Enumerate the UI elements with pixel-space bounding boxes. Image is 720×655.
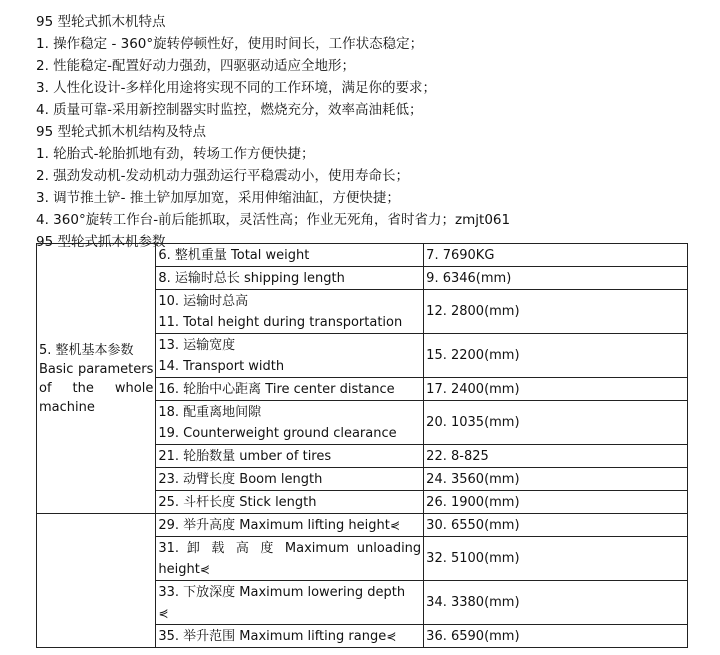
group-cell-basic (37, 244, 156, 514)
param-label: 8. 运输时总长 shipping length (156, 267, 424, 290)
feature-line-2: 2. 性能稳定-配置好动力强劲，四驱驱动适应全地形； (36, 58, 356, 74)
angle-mark-icon: ⋞ (199, 561, 210, 576)
param-value: 36. 6590(mm) (424, 625, 688, 648)
param-label: 25. 斗杆长度 Stick length (156, 491, 424, 514)
param-value: 20. 1035(mm) (424, 401, 688, 445)
structure-line-4: 4. 360°旋转工作台-前后能抓取，灵活性高；作业无死角，省时省力；zmjt061 (36, 212, 511, 228)
feature-line-3: 3. 人性化设计-多样化用途将实现不同的工作环境，满足你的要求； (36, 80, 437, 96)
params-title: 95 型轮式抓木机参数 (36, 234, 166, 250)
param-label: 13. 运输宽度 14. Transport width (156, 334, 424, 378)
param-value: 17. 2400(mm) (424, 378, 688, 401)
angle-mark-icon: ⋞ (389, 517, 400, 532)
param-label: 6. 整机重量 Total weight (156, 244, 424, 267)
group-cell-working (37, 514, 156, 648)
param-label: 16. 轮胎中心距离 Tire center distance (156, 378, 424, 401)
param-label: 21. 轮胎数量 umber of tires (156, 445, 424, 468)
param-value: 32. 5100(mm) (424, 537, 688, 581)
param-value: 26. 1900(mm) (424, 491, 688, 514)
param-value: 15. 2200(mm) (424, 334, 688, 378)
parameters-table (36, 243, 688, 648)
param-value: 9. 6346(mm) (424, 267, 688, 290)
feature-line-4: 4. 质量可靠-采用新控制器实时监控，燃烧充分，效率高油耗低； (36, 102, 423, 118)
param-label: 29. 举升高度 Maximum lifting height⋞ (156, 514, 424, 537)
param-value: 12. 2800(mm) (424, 290, 688, 334)
group-title-en: Basic parameters of the whole machine (39, 361, 154, 415)
angle-mark-icon: ⋞ (386, 628, 397, 643)
document-body (36, 11, 696, 253)
structure-title: 95 型轮式抓木机结构及特点 (36, 124, 206, 140)
param-label: 31. 卸 载 高 度 Maximum unloading height⋞ (156, 537, 424, 581)
param-label: 23. 动臂长度 Boom length (156, 468, 424, 491)
param-value: 7. 7690KG (424, 244, 688, 267)
param-value: 22. 8-825 (424, 445, 688, 468)
features-title: 95 型轮式抓木机特点 (36, 14, 166, 30)
table-row (37, 514, 688, 537)
param-label: 18. 配重离地间隙 19. Counterweight ground clearance (156, 401, 424, 445)
param-value: 24. 3560(mm) (424, 468, 688, 491)
param-label: 35. 举升范围 Maximum lifting range⋞ (156, 625, 424, 648)
structure-line-3: 3. 调节推土铲- 推土铲加厚加宽，采用伸缩油缸，方便快捷； (36, 190, 400, 206)
param-value: 34. 3380(mm) (424, 581, 688, 625)
param-label: 33. 下放深度 Maximum lowering depth ⋞ (156, 581, 424, 625)
param-label: 10. 运输时总高 11. Total height during transportation (156, 290, 424, 334)
feature-line-1: 1. 操作稳定 - 360°旋转停顿性好，使用时间长，工作状态稳定； (36, 36, 424, 52)
table-row (37, 244, 688, 267)
structure-line-1: 1. 轮胎式-轮胎抓地有劲，转场工作方便快捷； (36, 146, 315, 162)
param-value: 30. 6550(mm) (424, 514, 688, 537)
angle-mark-icon: ⋞ (158, 605, 169, 620)
group-title-cn: 5. 整机基本参数 (39, 342, 134, 358)
structure-line-2: 2. 强劲发动机-发动机动力强劲运行平稳震动小，使用寿命长； (36, 168, 410, 184)
